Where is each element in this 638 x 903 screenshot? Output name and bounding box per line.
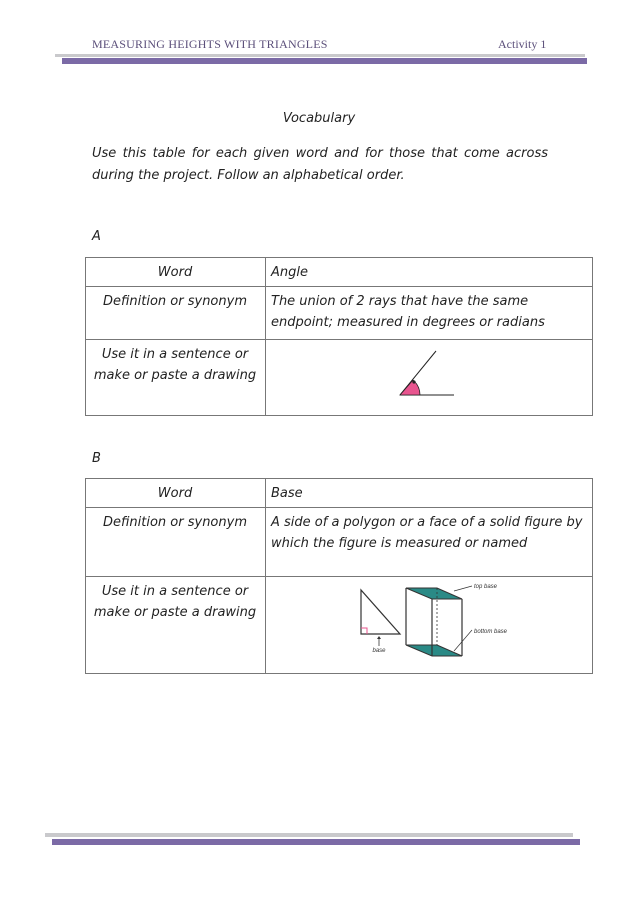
word-label: Word — [86, 258, 266, 287]
footer-rule-purple — [52, 839, 580, 845]
base-label: base — [372, 648, 386, 654]
page-title: Vocabulary — [282, 111, 356, 126]
instructions-paragraph: Use this table for each given word and for those that come across during the project. Follow an alphabetical order. — [92, 146, 548, 183]
usage-label: Use it in a sentence or make or paste a drawing — [86, 340, 266, 416]
vocabulary-table-a — [85, 257, 593, 416]
table-row — [86, 508, 593, 577]
usage-label: Use it in a sentence or make or paste a drawing — [86, 577, 266, 674]
drawing-cell — [266, 340, 593, 416]
section-letter-b: B — [92, 451, 101, 466]
bottom-base-label: bottom base — [474, 629, 508, 635]
word-value: Base — [266, 479, 593, 508]
vocabulary-table-b — [85, 478, 593, 674]
section-letter-a: A — [92, 229, 101, 244]
footer-rule-grey — [45, 833, 573, 837]
activity-label: Activity 1 — [498, 37, 547, 51]
word-label: Word — [86, 479, 266, 508]
table-row — [86, 340, 593, 416]
table-row — [86, 258, 593, 287]
table-row — [86, 287, 593, 340]
top-base-label: top base — [474, 584, 498, 590]
base-drawing — [266, 577, 602, 674]
definition-label: Definition or synonym — [86, 287, 266, 340]
definition-label: Definition or synonym — [86, 508, 266, 577]
definition-value: The union of 2 rays that have the same endpoint; measured in degrees or radians — [266, 287, 593, 340]
header-rule-purple — [62, 58, 587, 64]
definition-value: A side of a polygon or a face of a solid figure by which the figure is measured or named — [266, 508, 593, 577]
document-header-title: MEASURING HEIGHTS WITH TRIANGLES — [92, 37, 328, 51]
table-row — [86, 577, 593, 674]
header-rule-grey — [55, 54, 585, 57]
table-row — [86, 479, 593, 508]
angle-drawing — [266, 340, 602, 416]
drawing-cell — [266, 577, 593, 674]
word-value: Angle — [266, 258, 593, 287]
